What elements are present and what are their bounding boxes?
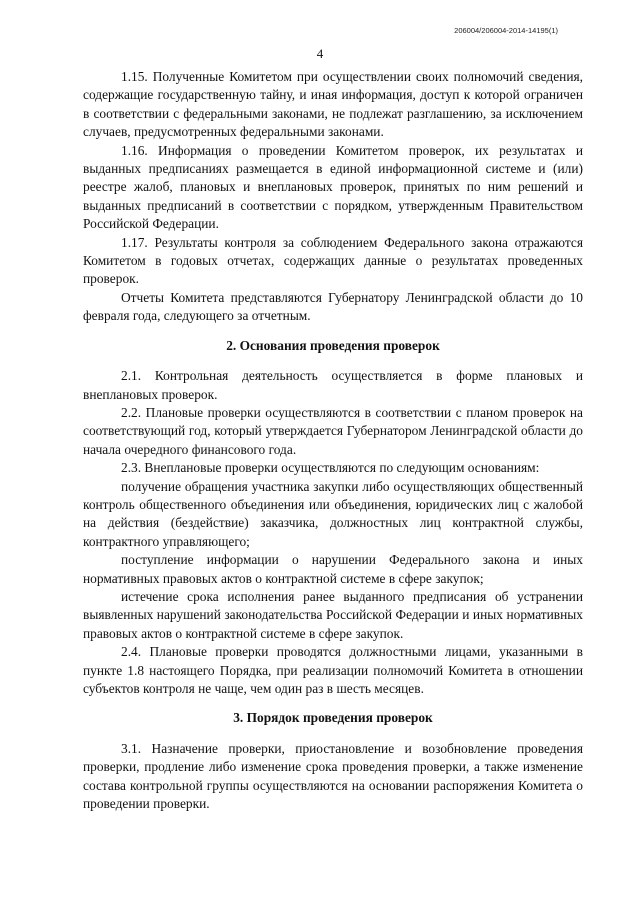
document-body [83, 68, 583, 813]
paragraph-2-1: 2.1. Контрольная деятельность осуществляется в форме плановых и внеплановых проверок. [83, 368, 583, 402]
paragraph-3-1: 3.1. Назначение проверки, приостановление и возобновление проведения проверки, продление либо изменение срока проведения проверки, а также изменение состава контрольной группы осуществляются на основании распоряжения Комитета о проведении проверки. [83, 740, 583, 812]
section-2-heading: 2. Основания проведения проверок [226, 337, 440, 353]
paragraph-2-3-item-a: получение обращения участника закупки либо осуществляющих общественный контроль общественного объединения или объединения, юридических лиц с жалобой на действия (бездействие) заказчика, должностных лиц контрактной службы, контрактного управляющего; [83, 478, 583, 549]
paragraph-1-17: 1.17. Результаты контроля за соблюдением Федерального закона отражаются Комитетом в годовых отчетах, содержащих данные о результатах проведенных проверок. [83, 234, 583, 287]
paragraph-2-3-item-b: поступление информации о нарушении Федерального закона и иных нормативных правовых актов о контрактной системе в сфере закупок; [83, 552, 583, 586]
paragraph-1-17-reports: Отчеты Комитета представляются Губернатору Ленинградской области до 10 февраля года, следующего за отчетным. [83, 289, 583, 324]
paragraph-2-4: 2.4. Плановые проверки проводятся должностными лицами, указанными в пункте 1.8 настоящего Порядка, при реализации полномочий Комитета в отношении субъектов контроля не чаще, чем один раз в шесть месяцев. [83, 644, 583, 696]
paragraph-2-3: 2.3. Внеплановые проверки осуществляются по следующим основаниям: [121, 460, 540, 476]
page-number: 4 [316, 46, 324, 61]
paragraph-1-16: 1.16. Информация о проведении Комитетом проверок, их результатах и выданных предписаниях размещается в единой информационной системе и (или) реестре жалоб, плановых и внеплановых проверок, принятых по ним решений и выданных предписаний в соответствии с порядком, утвержденным Правительством Российской Федерации. [83, 142, 583, 232]
section-3-heading: 3. Порядок проведения проверок [233, 710, 433, 726]
paragraph-1-15: 1.15. Полученные Комитетом при осуществлении своих полномочий сведения, содержащие государственную тайну, и иная информация, доступ к которой ограничен в соответствии с федеральными законами, не подлежат разглашению, за исключением случаев, предусмотренных федеральными законами. [83, 69, 583, 140]
document-id: 206004/206004-2014-14195(1) [454, 26, 558, 35]
paragraph-2-2: 2.2. Плановые проверки осуществляются в соответствии с планом проверок на соответствующий год, который утверждается Губернатором Ленинградской области до начала очередного финансового года. [83, 404, 583, 457]
paragraph-2-3-item-c: истечение срока исполнения ранее выданного предписания об устранении выявленных нарушений законодательства Российской Федерации и иных нормативных правовых актов о контрактной системе в сфере закупок. [83, 588, 583, 641]
